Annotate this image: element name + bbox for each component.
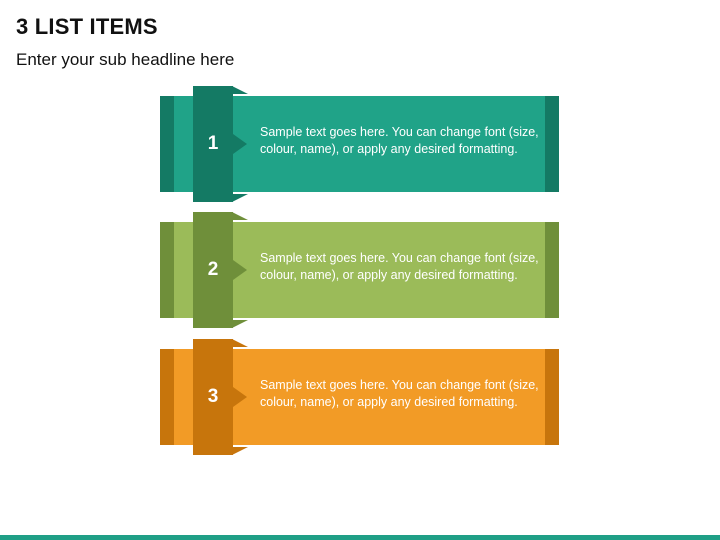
fold-flap-bottom bbox=[232, 194, 248, 202]
item-number: 1 bbox=[207, 133, 219, 154]
list-item-1 bbox=[160, 86, 560, 202]
number-tab bbox=[193, 339, 233, 455]
tab-arrow-icon bbox=[233, 387, 247, 407]
band-edge-left bbox=[160, 349, 174, 445]
item-number: 2 bbox=[207, 259, 219, 280]
item-text: Sample text goes here. You can change font (size, colour, name), or apply any desired formatting. bbox=[260, 251, 539, 282]
tab-arrow-icon bbox=[233, 134, 247, 154]
fold-flap-top bbox=[232, 86, 248, 94]
fold-flap-bottom bbox=[232, 320, 248, 328]
fold-flap-top bbox=[232, 339, 248, 347]
number-tab bbox=[193, 86, 233, 202]
list-item-2 bbox=[160, 212, 560, 328]
page-subtitle: Enter your sub headline here bbox=[16, 50, 235, 69]
page-title: 3 LIST ITEMS bbox=[16, 14, 158, 39]
list-item-3 bbox=[160, 339, 560, 455]
number-tab bbox=[193, 212, 233, 328]
band-edge-left bbox=[160, 222, 174, 318]
fold-flap-top bbox=[232, 212, 248, 220]
item-text: Sample text goes here. You can change font (size, colour, name), or apply any desired formatting. bbox=[260, 378, 539, 409]
item-number: 3 bbox=[207, 386, 219, 407]
fold-flap-bottom bbox=[232, 447, 248, 455]
band-edge-left bbox=[160, 96, 174, 192]
item-text: Sample text goes here. You can change font (size, colour, name), or apply any desired formatting. bbox=[260, 125, 539, 156]
footer-accent-line bbox=[0, 535, 720, 540]
tab-arrow-icon bbox=[233, 260, 247, 280]
